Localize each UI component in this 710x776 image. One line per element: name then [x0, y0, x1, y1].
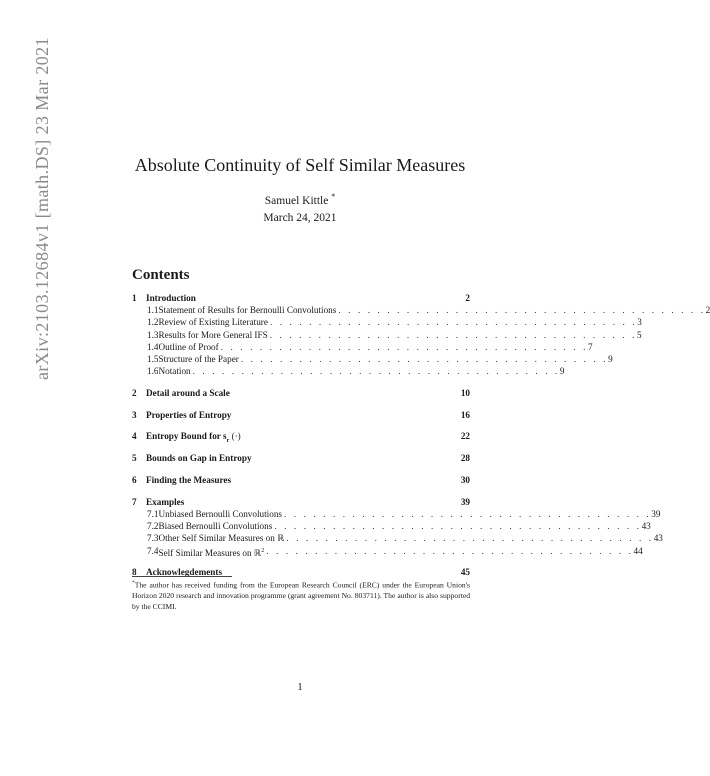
footnote	[132, 578, 470, 612]
author-line	[0, 192, 600, 207]
toc-subsection-1-3[interactable]	[132, 329, 642, 341]
toc-leader-dots: . . . . . . . . . . . . . . . . . . . . . . . . . . . . . . . . . . . . . .	[338, 305, 706, 316]
toc-subsection-7-1[interactable]	[132, 508, 661, 520]
toc-title: Review of Existing Literature	[158, 317, 268, 328]
toc-title: Structure of the Paper	[158, 353, 239, 364]
toc-leader-dots: . . . . . . . . . . . . . . . . . . . . . . . . . . . . . . . . . . . . . .	[269, 329, 637, 340]
toc-title: Biased Bernoulli Convolutions	[158, 521, 273, 532]
toc-subsection-1-4[interactable]	[132, 341, 593, 353]
toc-page: 2	[452, 292, 470, 304]
toc-title: Entropy Bound for $s_r$ (·)	[146, 431, 241, 445]
toc-number: 1.5	[147, 353, 159, 364]
toc-leader-dots: . . . . . . . . . . . . . . . . . . . . . . . . . . . . . . . . . . . . . .	[220, 341, 588, 352]
toc-title: Outline of Proof	[158, 341, 219, 352]
toc-page: 2	[705, 305, 710, 316]
toc-subsection-7-2[interactable]	[132, 520, 651, 532]
toc-page: 9	[559, 366, 565, 377]
toc-subsection-1-5[interactable]	[132, 353, 613, 365]
toc-number: 7.1	[147, 509, 159, 519]
toc-page: 16	[452, 409, 470, 421]
toc-subsection-7-4[interactable]	[132, 545, 643, 558]
toc-leader-dots: . . . . . . . . . . . . . . . . . . . . . . . . . . . . . . . . . . . . . .	[286, 533, 654, 544]
toc-title: Properties of Entropy	[146, 409, 232, 420]
toc-title: Examples	[146, 496, 185, 507]
toc-leader-dots: . . . . . . . . . . . . . . . . . . . . . . . . . . . . . . . . . . . . . .	[274, 521, 642, 532]
toc-title: Bounds on Gap in Entropy	[146, 453, 252, 464]
toc-number: 4	[132, 431, 137, 442]
footnote-mark: *	[132, 580, 135, 586]
toc-number: 2	[132, 387, 137, 398]
arxiv-side-label: arXiv:2103.12684v1 [math.DS] 23 Mar 2021	[32, 37, 52, 380]
toc-page: 45	[452, 566, 470, 578]
toc-leader-dots: . . . . . . . . . . . . . . . . . . . . . . . . . . . . . . . . . . . . . .	[269, 317, 638, 328]
toc-section-6[interactable]	[132, 474, 470, 486]
toc-subsection-1-6[interactable]	[132, 365, 565, 377]
toc-page: 44	[633, 545, 643, 556]
toc-title: Statement of Results for Bernoulli Convolutions	[158, 305, 337, 316]
toc-number: 7	[132, 496, 137, 507]
author-name: Samuel Kittle	[264, 194, 329, 207]
toc-number: 7.4	[147, 545, 159, 556]
toc-leader-dots: . . . . . . . . . . . . . . . . . . . . . . . . . . . . . . . . . . . . . .	[284, 509, 652, 519]
toc-page: 9	[608, 353, 613, 364]
footnote-rule	[132, 576, 232, 577]
toc-page: 5	[636, 329, 642, 340]
toc-number: 1.4	[147, 341, 159, 352]
toc-leader-dots: . . . . . . . . . . . . . . . . . . . . . . . . . . . . . . . . . . . . . .	[240, 353, 609, 364]
toc-number: 1.6	[147, 366, 159, 377]
toc-title: Introduction	[146, 293, 196, 303]
toc-page: 7	[587, 341, 593, 352]
toc-title: Detail around a Scale	[146, 387, 230, 398]
toc-number: 1	[132, 293, 137, 303]
toc-title: Notation	[158, 366, 191, 377]
toc-page: 43	[653, 533, 663, 544]
toc-number: 6	[132, 475, 137, 486]
toc-leader-dots: . . . . . . . . . . . . . . . . . . . . . . . . . . . . . . . . . . . . . .	[266, 545, 634, 556]
toc-section-5[interactable]	[132, 452, 470, 464]
paper-title: Absolute Continuity of Self Similar Measures	[134, 155, 466, 175]
toc-page: 39	[452, 496, 470, 508]
toc-title-suffix: (·)	[231, 431, 241, 442]
toc-title: Unbiased Bernoulli Convolutions	[158, 509, 282, 519]
toc-number: 1.2	[147, 317, 159, 328]
toc-number: 1.3	[147, 329, 159, 340]
table-of-contents	[132, 292, 710, 579]
toc-title: Finding the Measures	[146, 475, 232, 486]
toc-number: 8	[132, 567, 137, 578]
toc-title-superscript: 2	[261, 547, 265, 554]
toc-number: 3	[132, 409, 137, 420]
toc-section-7[interactable]	[132, 496, 470, 508]
toc-title-text: Self Similar Measures on ℝ	[158, 547, 262, 558]
toc-number: 7.3	[147, 533, 159, 544]
toc-page: 3	[637, 317, 642, 328]
toc-page: 30	[452, 474, 470, 486]
toc-leader-dots: . . . . . . . . . . . . . . . . . . . . . . . . . . . . . . . . . . . . . .	[192, 366, 560, 377]
paper-date: March 24, 2021	[263, 212, 337, 224]
toc-page: 39	[651, 509, 661, 519]
toc-title: Results for More General IFS	[158, 329, 268, 340]
contents-heading: Contents	[132, 267, 190, 283]
toc-title	[158, 545, 266, 557]
toc-number: 5	[132, 453, 137, 464]
toc-subsection-7-3[interactable]	[132, 532, 663, 544]
toc-subsection-1-1[interactable]	[132, 304, 710, 316]
toc-title-text: Entropy Bound for s	[146, 431, 227, 442]
toc-section-4[interactable]	[132, 430, 470, 445]
toc-subsection-1-2[interactable]	[132, 316, 642, 328]
toc-number: 1.1	[147, 305, 159, 316]
toc-section-1[interactable]	[132, 292, 470, 304]
toc-section-2[interactable]	[132, 387, 470, 399]
toc-page: 22	[452, 430, 470, 442]
toc-title: Other Self Similar Measures on ℝ	[158, 533, 285, 544]
toc-page: 28	[452, 452, 470, 464]
footnote-text: The author has received funding from the European Research Council (ERC) under the European Union's Horizon 2020 research and innovation programme (grant agreement No. 803711). The author is also supported by the CCIMI.	[132, 580, 470, 611]
toc-page: 10	[452, 387, 470, 399]
toc-section-3[interactable]	[132, 409, 470, 421]
page-number: 1	[297, 681, 303, 693]
toc-page: 43	[641, 521, 651, 532]
toc-title: Acknowlegdements	[146, 567, 223, 578]
toc-number: 7.2	[147, 521, 159, 532]
author-footnote-mark[interactable]: *	[331, 192, 336, 201]
